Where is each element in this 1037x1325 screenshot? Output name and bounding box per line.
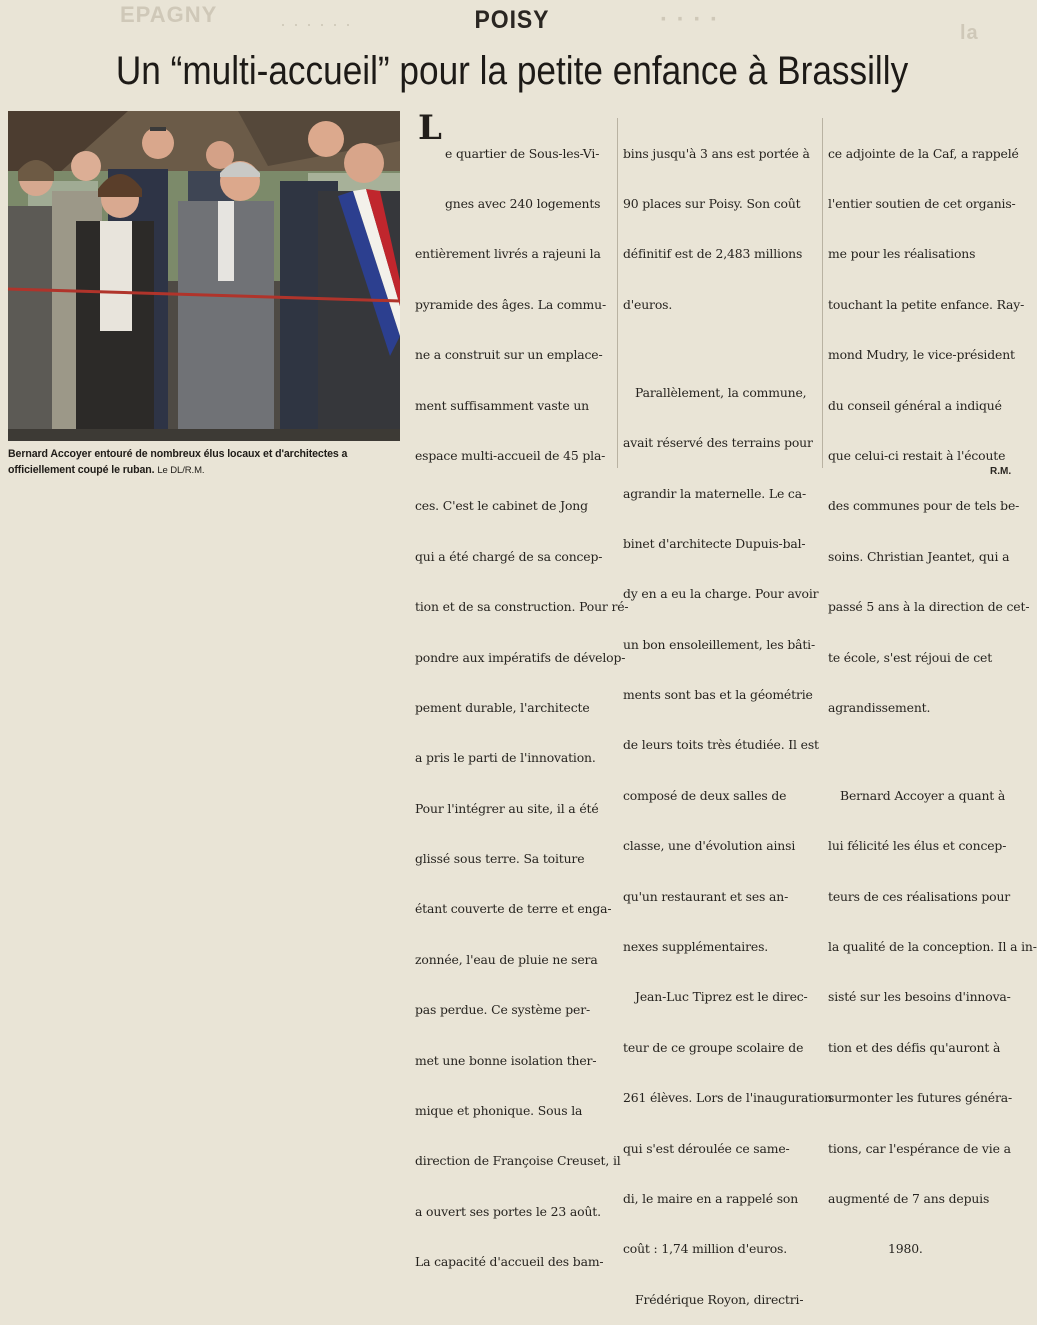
column-line: sisté sur les besoins d'innova- xyxy=(828,989,1011,1005)
column-line: composé de deux salles de xyxy=(623,787,787,803)
column-line: tion et des défis qu'auront à xyxy=(828,1039,1001,1055)
column-line: dy en a eu la charge. Pour avoir xyxy=(623,586,819,602)
ribbon-cutting-photo xyxy=(8,111,400,441)
column-line: a pris le parti de l'innovation. xyxy=(415,750,596,766)
column-divider xyxy=(617,118,618,468)
column-line: pas perdue. Ce système per- xyxy=(415,1002,591,1018)
column-line: de leurs toits très étudiée. Il est xyxy=(623,737,819,753)
column-line: mond Mudry, le vice-président xyxy=(828,347,1015,363)
column-line: étant couverte de terre et enga- xyxy=(415,901,612,917)
column-line: pondre aux impératifs de dévelop- xyxy=(415,649,626,665)
column-divider xyxy=(822,118,823,468)
column-line: surmonter les futures généra- xyxy=(828,1090,1013,1106)
column-line: met une bonne isolation ther- xyxy=(415,1052,597,1068)
column-line: pement durable, l'architecte xyxy=(415,699,590,715)
column-line: e quartier de Sous-les-Vi- xyxy=(445,145,600,161)
column-line: 1980. xyxy=(888,1241,923,1257)
article-photo xyxy=(8,111,400,441)
column-line: soins. Christian Jeantet, qui a xyxy=(828,548,1010,564)
column-line xyxy=(623,347,817,351)
column-line: Bernard Accoyer a quant à xyxy=(840,787,1006,803)
column-line: binet d'architecte Dupuis-bal- xyxy=(623,535,806,551)
column-line: qui s'est déroulée ce same- xyxy=(623,1140,790,1156)
column-line: définitif est de 2,483 millions xyxy=(623,246,803,262)
column-line: ce adjointe de la Caf, a rappelé xyxy=(828,145,1019,161)
column-line: qu'un restaurant et ses an- xyxy=(623,888,789,904)
column-line: passé 5 ans à la direction de cet- xyxy=(828,599,1030,615)
column-line: direction de Françoise Creuset, il xyxy=(415,1153,621,1169)
column-line: qui a été chargé de sa concep- xyxy=(415,548,603,564)
article-headline: Un “multi-accueil” pour la petite enfance à Brassilly xyxy=(115,49,909,93)
column-line: ments sont bas et la géométrie xyxy=(623,687,813,703)
column-line: ces. C'est le cabinet de Jong xyxy=(415,498,588,514)
person-man-center xyxy=(178,161,274,441)
column-line: 261 élèves. Lors de l'inauguration xyxy=(623,1090,833,1106)
column-line: bins jusqu'à 3 ans est portée à xyxy=(623,145,810,161)
column-line: tion et de sa construction. Pour ré- xyxy=(415,599,629,615)
column-line: entièrement livrés a rajeuni la xyxy=(415,246,601,262)
column-line: glissé sous terre. Sa toiture xyxy=(415,851,585,867)
column-line: augmenté de 7 ans depuis xyxy=(828,1191,990,1206)
column-line: di, le maire en a rappelé son xyxy=(623,1191,799,1206)
column-line: que celui-ci restait à l'écoute xyxy=(828,447,1006,463)
bleed-through-text: EPAGNY · · · · · · · · · · la xyxy=(120,2,979,44)
column-line: espace multi-accueil de 45 pla- xyxy=(415,447,606,463)
column-line: Jean-Luc Tiprez est le direc- xyxy=(635,989,808,1005)
caption-text: Bernard Accoyer entouré de nombreux élus locaux et d'architectes a officiellement coupé le ruban. xyxy=(8,448,348,476)
column-line: zonnée, l'eau de pluie ne sera xyxy=(415,951,598,967)
photo-credit: Le DL/R.M. xyxy=(157,465,205,476)
column-line xyxy=(828,750,1020,754)
column-line: pyramide des âges. La commu- xyxy=(415,296,607,312)
article-column-3 xyxy=(828,112,1037,1275)
column-line: La capacité d'accueil des bam- xyxy=(415,1254,604,1270)
column-line: lui félicité les élus et concep- xyxy=(828,838,1007,854)
column-line: teur de ce groupe scolaire de xyxy=(623,1039,804,1055)
column-line: nexes supplémentaires. xyxy=(623,939,769,955)
column-line: un bon ensoleillement, les bâti- xyxy=(623,636,816,652)
column-line: Pour l'intégrer au site, il a été xyxy=(415,800,599,816)
column-line: tions, car l'espérance de vie a xyxy=(828,1140,1011,1156)
column-line: l'entier soutien de cet organis- xyxy=(828,195,1016,211)
drop-cap: L xyxy=(418,108,442,148)
column-line: Frédérique Royon, directri- xyxy=(635,1291,804,1307)
column-line: coût : 1,74 million d'euros. xyxy=(623,1241,788,1257)
column-line: agrandissement. xyxy=(828,699,931,715)
column-line: avait réservé des terrains pour xyxy=(623,435,813,451)
column-line: classe, une d'évolution ainsi xyxy=(623,838,796,854)
column-line: touchant la petite enfance. Ray- xyxy=(828,296,1025,312)
column-line: des communes pour de tels be- xyxy=(828,498,1020,514)
column-line: gnes avec 240 logements xyxy=(445,195,601,211)
column-line: te école, s'est réjoui de cet xyxy=(828,649,993,665)
column-line: du conseil général a indiqué xyxy=(828,397,1002,413)
column-line: d'euros. xyxy=(623,296,673,312)
author-signature: R.M. xyxy=(990,466,1012,477)
article-column-1 xyxy=(415,108,629,1288)
column-line: me pour les réalisations xyxy=(828,246,976,262)
column-line: ne a construit sur un emplace- xyxy=(415,347,603,363)
column-line: mique et phonique. Sous la xyxy=(415,1103,583,1119)
column-line: 90 places sur Poisy. Son coût xyxy=(623,195,801,211)
photo-caption xyxy=(8,446,406,479)
column-line: la qualité de la conception. Il a in- xyxy=(828,939,1037,955)
column-line: teurs de ces réalisations pour xyxy=(828,888,1011,904)
column-line: agrandir la maternelle. Le ca- xyxy=(623,485,806,501)
article-kicker: POISY xyxy=(474,6,550,34)
column-line: a ouvert ses portes le 23 août. xyxy=(415,1203,601,1219)
column-line: ment suffisamment vaste un xyxy=(415,397,589,413)
column-line: Parallèlement, la commune, xyxy=(635,384,807,400)
article-column-2 xyxy=(623,112,833,1325)
